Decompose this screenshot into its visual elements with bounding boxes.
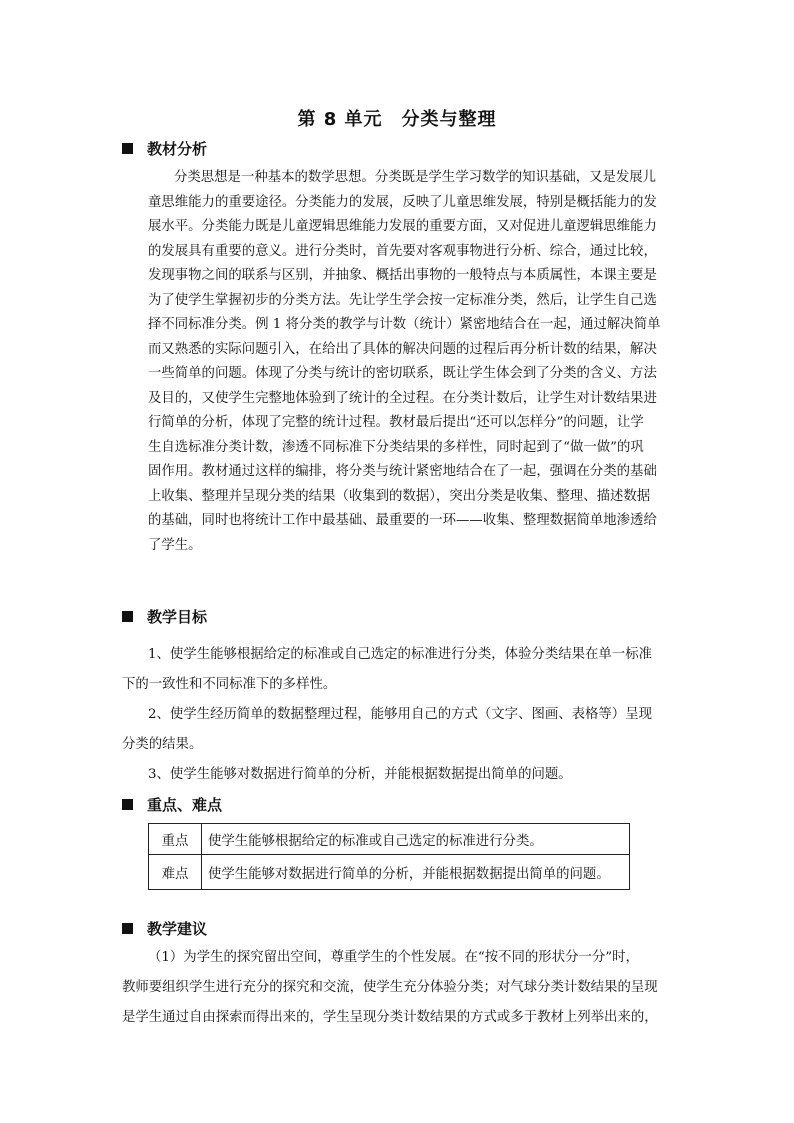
paragraph-line: 分类思想是一种基本的数学思想。分类既是学生学习数学的知识基础，又是发展儿 — [174, 170, 657, 185]
table-row — [149, 855, 630, 890]
square-bullet-icon — [122, 611, 133, 622]
paragraph-line: 一些简单的问题。体现了分类与统计的密切联系，既让学生体会到了分类的含义、方法 — [148, 366, 657, 381]
goal-line: 分类的结果。 — [122, 737, 203, 752]
paragraph-line: 行简单的分析，体现了完整的统计过程。教材最后提出“还可以怎样分”的问题，让学 — [148, 415, 644, 430]
suggestion-line: 教师要组织学生进行充分的探究和交流，使学生充分体验分类；对气球分类计数结果的呈现 — [122, 980, 658, 995]
table-cell-text: 使学生能够根据给定的标准或自己选定的标准进行分类。 — [202, 824, 630, 855]
paragraph-line: 为了使学生掌握初步的分类方法。先让学生学会按一定标准分类，然后，让学生自己选 — [148, 292, 657, 308]
paragraph-line: 生自选标准分类计数，渗透不同标准下分类结果的多样性，同时起到了“做一做”的巩 — [148, 439, 644, 455]
section-heading-suggestions — [122, 918, 207, 939]
paragraph-line: 上收集、整理并呈现分类的结果（收集到的数据），突出分类是收集、整理、描述数据 — [148, 488, 651, 504]
section-heading-label: 重点、难点 — [147, 796, 223, 814]
analysis-paragraph — [148, 166, 660, 558]
suggestion-line: 是学生通过自由探索而得出来的，学生呈现分类计数结果的方式或多于教材上列举出来的， — [122, 1010, 658, 1025]
section-heading-analysis — [122, 138, 207, 159]
paragraph-line: 择不同标准分类。例 1 将分类的教学与计数（统计）紧密地结合在一起，通过解决简单 — [148, 317, 661, 332]
table-cell-label: 难点 — [149, 855, 202, 890]
goal-line: 1、使学生能够根据给定的标准或自己选定的标准进行分类，体验分类结果在单一标准 — [148, 647, 652, 662]
paragraph-line: 了学生。 — [148, 537, 202, 553]
table-row — [149, 824, 630, 855]
paragraph-line: 展水平。分类能力既是儿童逻辑思维能力发展的重要方面，又对促进儿童逻辑思维能力 — [148, 219, 657, 234]
paragraph-line: 固作用。教材通过这样的编排，将分类与统计紧密地结合在了一起，强调在分类的基础 — [148, 464, 657, 479]
goal-line: 2、使学生经历简单的数据整理过程，能够用自己的方式（文字、图画、表格等）呈现 — [148, 707, 652, 722]
paragraph-line: 的基础，同时也将统计工作中最基础、最重要的一环——收集、整理数据简单地渗透给 — [148, 513, 657, 528]
page-title: 第 8 单元 分类与整理 — [297, 109, 497, 130]
paragraph-line: 而又熟悉的实际问题引入，在给出了具体的解决问题的过程后再分析计数的结果，解决 — [148, 341, 657, 357]
key-points-table — [148, 823, 630, 890]
section-heading-goals — [122, 606, 207, 627]
paragraph-line: 的发展具有重要的意义。进行分类时，首先要对客观事物进行分析、综合，通过比较， — [148, 243, 657, 259]
section-heading-label: 教学目标 — [147, 608, 208, 626]
square-bullet-icon — [122, 799, 133, 810]
goal-line: 下的一致性和不同标准下的多样性。 — [122, 677, 337, 692]
paragraph-line: 及目的，又使学生完整地体验到了统计的全过程。在分类计数后，让学生对计数结果进 — [148, 390, 657, 406]
section-heading-label: 教学建议 — [147, 920, 208, 938]
goals-paragraph — [122, 640, 652, 790]
square-bullet-icon — [122, 923, 133, 934]
goal-line: 3、使学生能够对数据进行简单的分析，并能根据数据提出简单的问题。 — [148, 767, 572, 782]
paragraph-line: 发现事物之间的联系与区别，并抽象、概括出事物的一般特点与本质属性，本课主要是 — [148, 268, 657, 283]
section-heading-label: 教材分析 — [147, 140, 208, 158]
suggestions-paragraph — [122, 943, 658, 1033]
section-heading-key-points — [122, 794, 222, 815]
paragraph-line: 童思维能力的重要途径。分类能力的发展，反映了儿童思维发展，特别是概括能力的发 — [148, 194, 657, 210]
square-bullet-icon — [122, 143, 133, 154]
table-cell-label: 重点 — [149, 824, 202, 855]
suggestion-line: （1）为学生的探究留出空间，尊重学生的个性发展。在“按不同的形状分一分”时， — [148, 950, 639, 965]
table-cell-text: 使学生能够对数据进行简单的分析，并能根据数据提出简单的问题。 — [202, 855, 630, 890]
